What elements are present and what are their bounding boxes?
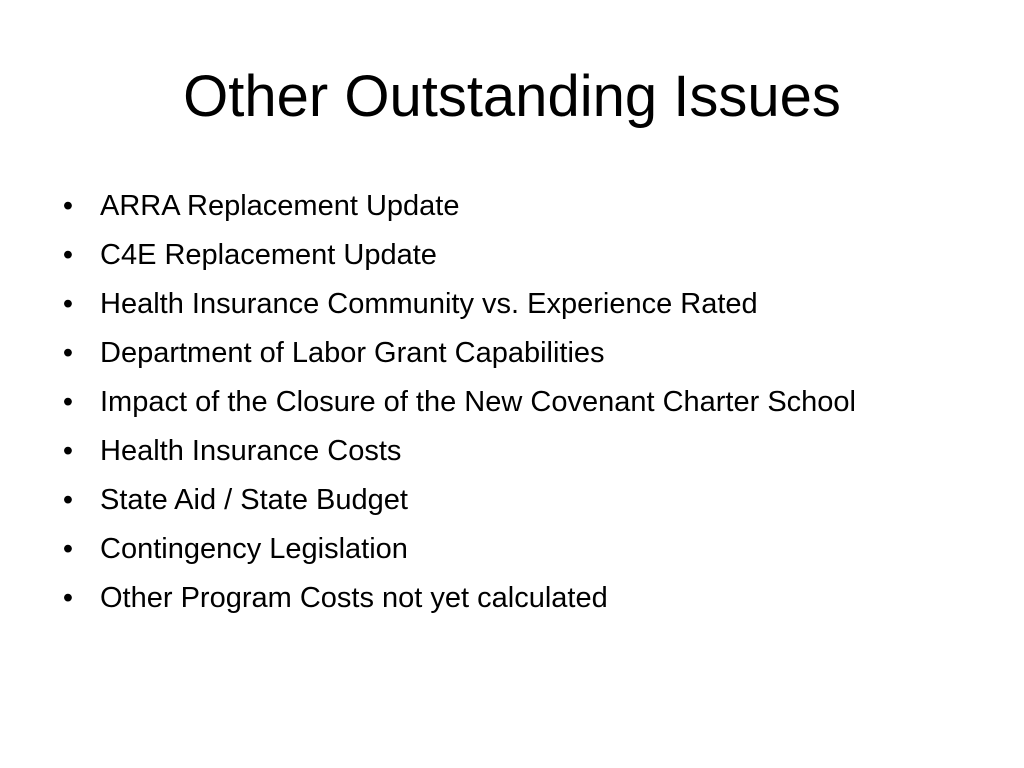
bullet-icon: • <box>62 190 74 222</box>
bullet-icon: • <box>62 435 74 467</box>
list-item <box>58 382 958 422</box>
list-item <box>58 529 958 569</box>
slide-title: Other Outstanding Issues <box>183 64 841 129</box>
list-item-text: State Aid / State Budget <box>100 484 408 516</box>
list-item-text: Health Insurance Costs <box>100 435 402 467</box>
bullet-icon: • <box>62 582 74 614</box>
list-item-text: ARRA Replacement Update <box>100 190 460 222</box>
bullet-icon: • <box>62 288 74 320</box>
list-item <box>58 284 958 324</box>
bullet-list <box>58 186 958 627</box>
list-item <box>58 333 958 373</box>
bullet-icon: • <box>62 386 74 418</box>
list-item-text: Health Insurance Community vs. Experience Rated <box>100 288 758 320</box>
list-item-text: Other Program Costs not yet calculated <box>100 582 608 614</box>
list-item <box>58 186 958 226</box>
bullet-icon: • <box>62 533 74 565</box>
list-item-text: Impact of the Closure of the New Covenant Charter School <box>100 386 856 418</box>
list-item <box>58 578 958 618</box>
bullet-icon: • <box>62 239 74 271</box>
list-item-text: Department of Labor Grant Capabilities <box>100 337 605 369</box>
list-item <box>58 235 958 275</box>
list-item-text: Contingency Legislation <box>100 533 408 565</box>
list-item <box>58 480 958 520</box>
bullet-icon: • <box>62 337 74 369</box>
list-item-text: C4E Replacement Update <box>100 239 437 271</box>
list-item <box>58 431 958 471</box>
bullet-icon: • <box>62 484 74 516</box>
